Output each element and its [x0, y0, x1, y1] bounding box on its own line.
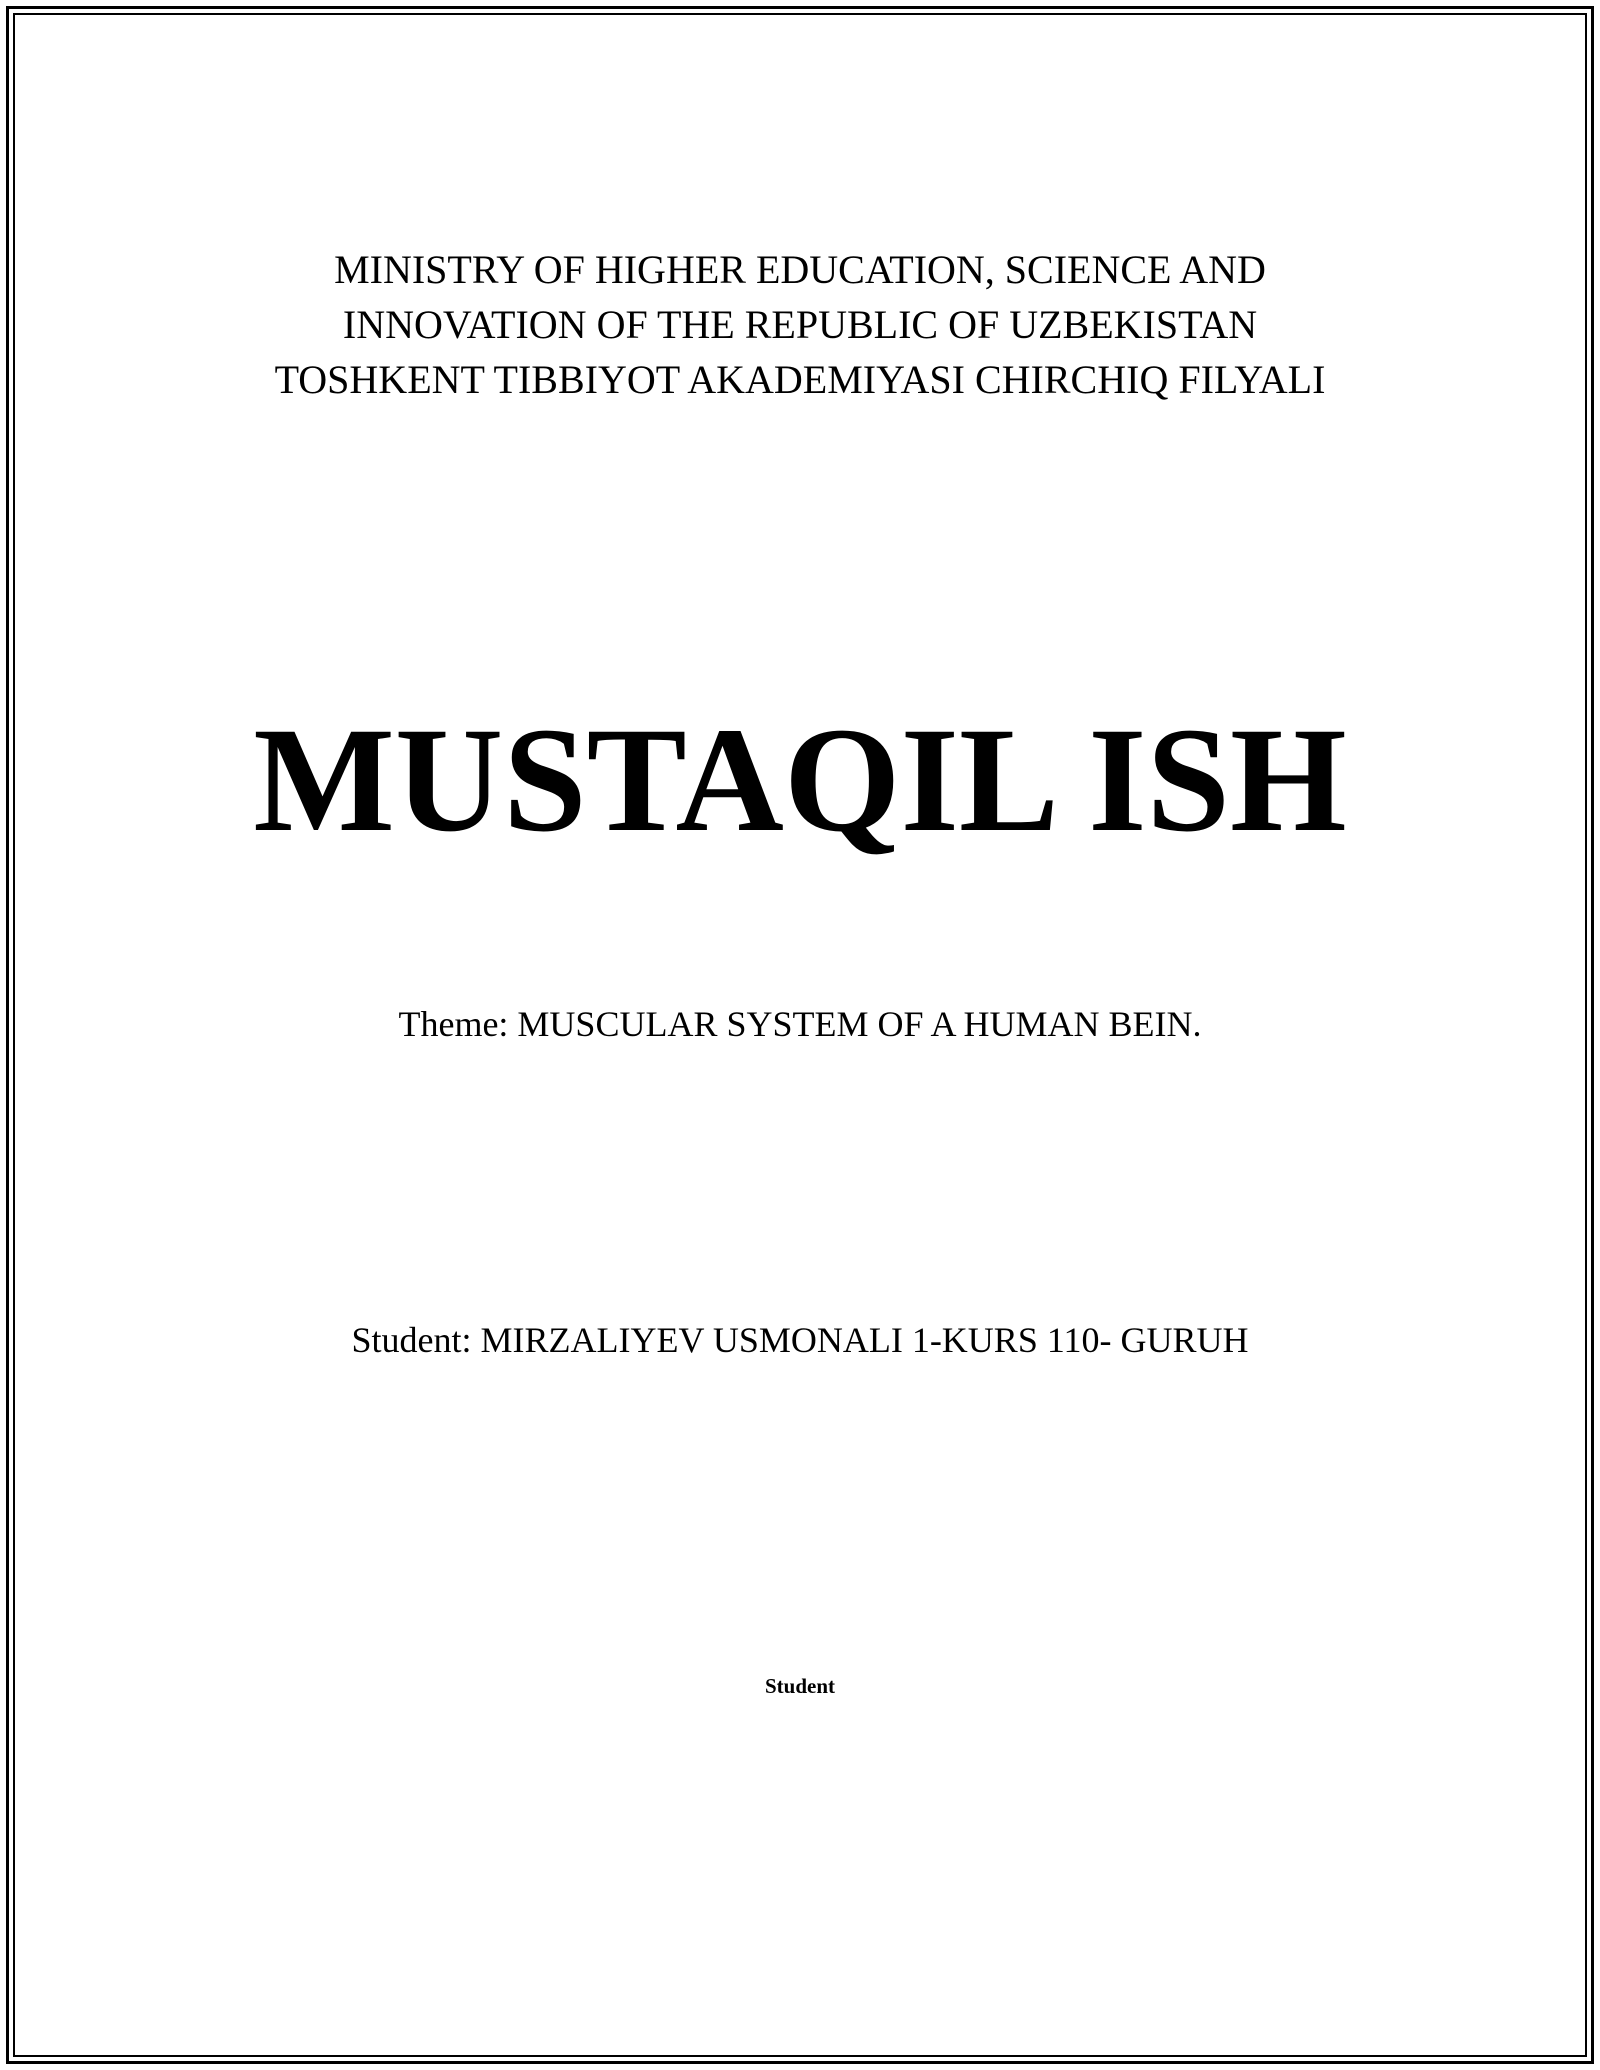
- institution-header: [0, 242, 1600, 407]
- student-info-text: Student: MIRZALIYEV USMONALI 1-KURS 110- GURUH: [351, 1320, 1249, 1360]
- header-line-ministry: MINISTRY OF HIGHER EDUCATION, SCIENCE AND: [334, 247, 1266, 292]
- student-label: Student: [764, 1674, 836, 1698]
- document-title: MUSTAQIL ISH: [253, 697, 1347, 863]
- theme-text: Theme: MUSCULAR SYSTEM OF A HUMAN BEIN.: [398, 1004, 1202, 1044]
- header-line-academy: TOSHKENT TIBBIYOT AKADEMIYASI CHIRCHIQ FILYALI: [274, 357, 1326, 402]
- header-line-republic: INNOVATION OF THE REPUBLIC OF UZBEKISTAN: [342, 302, 1258, 347]
